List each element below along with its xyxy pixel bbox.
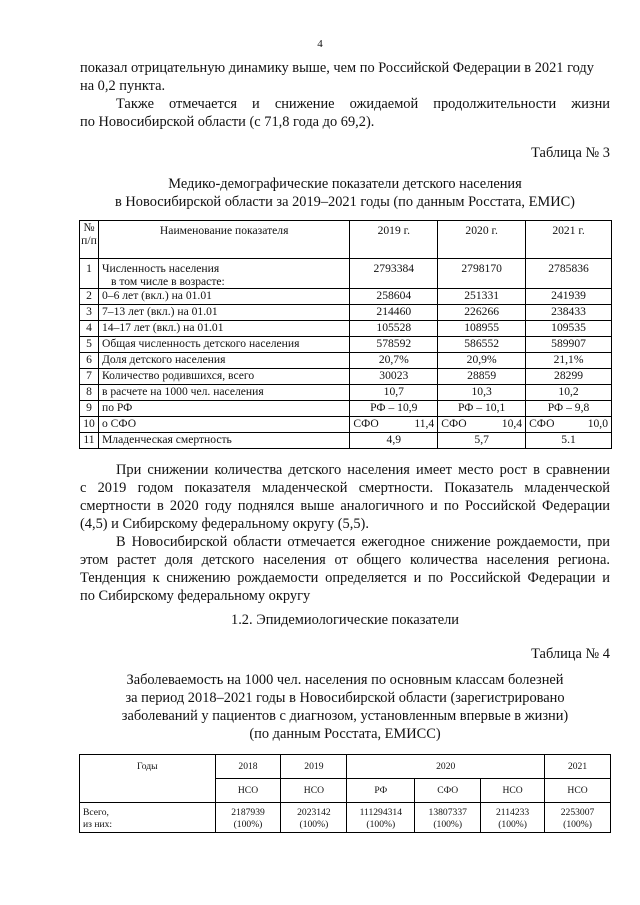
cell-2021: РФ – 9,8: [526, 401, 612, 417]
row-number: 5: [80, 337, 99, 353]
cell-2021: 28299: [526, 369, 612, 385]
cell-2020: 28859: [438, 369, 526, 385]
intro-line-1: показал отрицательную динамику выше, чем по Российской Федерации в 2021 году: [80, 60, 594, 76]
para3-line-2: с 2019 годом показателя младенческой смертности. Показатель младенческой: [80, 480, 610, 496]
table3-header-name: Наименование показателя: [98, 221, 349, 259]
table3-header-2021: 2021 г.: [526, 221, 612, 259]
para3-line-1: При снижении количества детского населения имеет место рост в сравнении: [116, 462, 610, 478]
table-3: [79, 220, 612, 449]
table4-sub-nso-2018: НСО: [215, 779, 281, 803]
cell-2019: РФ – 10,9: [350, 401, 438, 417]
para4-line-2: этом растет доля детского населения от общего количества населения региона.: [80, 552, 610, 568]
row-number: 1: [80, 259, 99, 289]
table3-header-row: [80, 221, 612, 259]
table-row: [80, 433, 612, 449]
table3-title-line-1: Медико-демографические показатели детского населения: [168, 176, 522, 192]
cell-2020: РФ – 10,1: [438, 401, 526, 417]
row-number: 4: [80, 321, 99, 337]
table-4: [79, 754, 611, 833]
cell-2020-sfo: 13807337 (100%): [415, 803, 481, 833]
row-number: 9: [80, 401, 99, 417]
cell-2018: 2187939 (100%): [215, 803, 281, 833]
table4-header-2021: 2021: [545, 755, 611, 779]
para2-line-2: по Новосибирской области (с 71,8 года до 69,2).: [80, 114, 375, 130]
row-name: 14–17 лет (вкл.) на 01.01: [98, 321, 349, 337]
cell-2020: 5,7: [438, 433, 526, 449]
table4-sub-rf-2020: РФ: [347, 779, 415, 803]
cell-2021: 10,2: [526, 385, 612, 401]
cell-2019: 214460: [350, 305, 438, 321]
table3-title-line-2: в Новосибирской области за 2019–2021 годы (по данным Росстата, ЕМИС): [115, 194, 575, 210]
table4-header-row-1: [80, 755, 611, 779]
table4-title-line-2: за период 2018–2021 годы в Новосибирской области (зарегистрировано: [125, 690, 565, 706]
cell-2019: СФО 11,4: [350, 417, 438, 433]
cell-2021: 241939: [526, 289, 612, 305]
para4-line-1: В Новосибирской области отмечается ежегодное снижение рождаемости, при: [116, 534, 610, 550]
table4-header-2020: 2020: [347, 755, 545, 779]
table4-header-2018: 2018: [215, 755, 281, 779]
para3-line-4: (4,5) и Сибирскому федеральному округу (5,5).: [80, 516, 369, 532]
row-number: 8: [80, 385, 99, 401]
row-name: о СФО: [98, 417, 349, 433]
cell-2020: СФО 10,4: [438, 417, 526, 433]
table4-sub-nso-2019: НСО: [281, 779, 347, 803]
para4-line-4: по Сибирскому федеральному округу: [80, 588, 311, 604]
row-label-total: Всего, из них:: [80, 803, 216, 833]
table-row: [80, 305, 612, 321]
cell-2019: 10,7: [350, 385, 438, 401]
row-number: 3: [80, 305, 99, 321]
table-row: [80, 417, 612, 433]
table-row: [80, 289, 612, 305]
table4-label: Таблица № 4: [531, 646, 610, 662]
table-row: [80, 385, 612, 401]
table3-header-num: № п/п: [80, 221, 99, 259]
cell-2019: 20,7%: [350, 353, 438, 369]
table4-sub-sfo-2020: СФО: [415, 779, 481, 803]
cell-2019: 578592: [350, 337, 438, 353]
table3-label: Таблица № 3: [531, 145, 610, 161]
row-number: 7: [80, 369, 99, 385]
para2-line-1: Также отмечается и снижение ожидаемой продолжительности жизни: [116, 96, 610, 112]
table-row: [80, 369, 612, 385]
cell-2019: 105528: [350, 321, 438, 337]
cell-2020-rf: 111294314 (100%): [347, 803, 415, 833]
cell-2020: 226266: [438, 305, 526, 321]
row-number: 2: [80, 289, 99, 305]
cell-2019: 2023142 (100%): [281, 803, 347, 833]
table-row: [80, 401, 612, 417]
cell-2021: 2253007 (100%): [545, 803, 611, 833]
table-row: [80, 259, 612, 289]
row-name: в расчете на 1000 чел. населения: [98, 385, 349, 401]
cell-2020: 10,3: [438, 385, 526, 401]
cell-2021: 238433: [526, 305, 612, 321]
row-number: 10: [80, 417, 99, 433]
row-name: 0–6 лет (вкл.) на 01.01: [98, 289, 349, 305]
table3-header-2019: 2019 г.: [350, 221, 438, 259]
table4-sub-nso-2020: НСО: [481, 779, 545, 803]
table4-header-years: Годы: [80, 755, 216, 803]
cell-2021: 109535: [526, 321, 612, 337]
row-name: Количество родившихся, всего: [98, 369, 349, 385]
cell-2021: 2785836: [526, 259, 612, 289]
cell-2020: 586552: [438, 337, 526, 353]
table4-header-2019: 2019: [281, 755, 347, 779]
table4-title-line-3: заболеваний у пациентов с диагнозом, установленным впервые в жизни): [121, 708, 569, 724]
para4-line-3: Тенденция к снижению рождаемости определяется и по Российской Федерации и: [80, 570, 610, 586]
section-heading: 1.2. Эпидемиологические показатели: [231, 612, 459, 628]
para3-line-3: смертности в 2020 году поднялся выше аналогичного и по Российской Федерации: [80, 498, 610, 514]
row-number: 11: [80, 433, 99, 449]
cell-2021: СФО 10,0: [526, 417, 612, 433]
cell-2020: 251331: [438, 289, 526, 305]
cell-2021: 589907: [526, 337, 612, 353]
row-name: Доля детского населения: [98, 353, 349, 369]
row-name: по РФ: [98, 401, 349, 417]
cell-2021: 5.1: [526, 433, 612, 449]
table-row: [80, 321, 612, 337]
cell-2020: 2798170: [438, 259, 526, 289]
cell-2019: 30023: [350, 369, 438, 385]
table-row: [80, 803, 611, 833]
page-number: 4: [317, 38, 323, 50]
cell-2020-nso: 2114233 (100%): [481, 803, 545, 833]
row-name: Младенческая смертность: [98, 433, 349, 449]
row-name: Общая численность детского населения: [98, 337, 349, 353]
table-row: [80, 337, 612, 353]
cell-2020: 108955: [438, 321, 526, 337]
cell-2020: 20,9%: [438, 353, 526, 369]
cell-2019: 2793384: [350, 259, 438, 289]
row-name: Численность населения в том числе в возрасте:: [98, 259, 349, 289]
row-name: 7–13 лет (вкл.) на 01.01: [98, 305, 349, 321]
table4-title-line-1: Заболеваемость на 1000 чел. населения по основным классам болезней: [126, 672, 564, 688]
table4-title-line-4: (по данным Росстата, ЕМИСС): [249, 726, 441, 742]
table4-sub-nso-2021: НСО: [545, 779, 611, 803]
table3-header-2020: 2020 г.: [438, 221, 526, 259]
intro-line-2: на 0,2 пункта.: [80, 78, 166, 94]
row-number: 6: [80, 353, 99, 369]
cell-2021: 21,1%: [526, 353, 612, 369]
table-row: [80, 353, 612, 369]
cell-2019: 258604: [350, 289, 438, 305]
cell-2019: 4,9: [350, 433, 438, 449]
